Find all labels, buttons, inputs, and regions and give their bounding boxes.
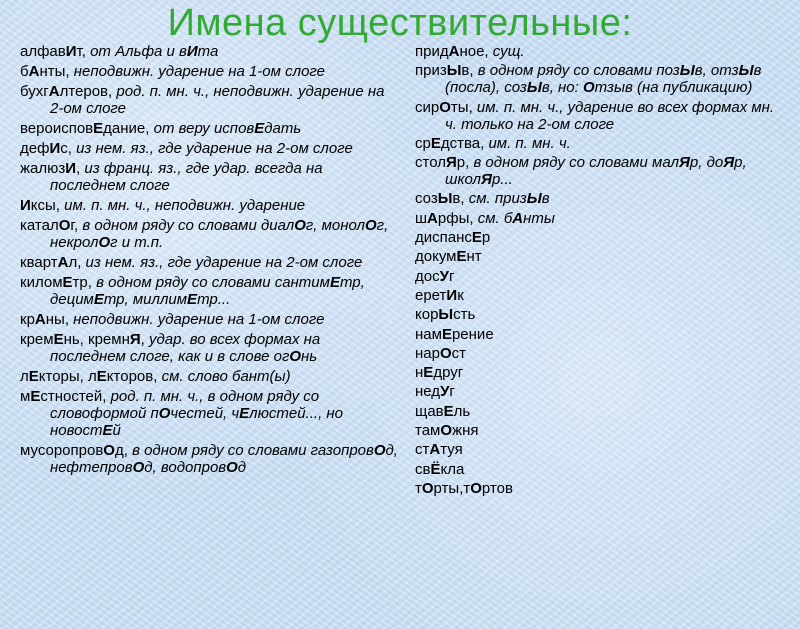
word-text: м [20,388,31,405]
stressed-letter: А [57,254,69,271]
entry-word [415,461,464,478]
comment-text: в одном ряду со словами мал [473,154,679,172]
word-text: соз [415,190,438,208]
entry-separator: , [484,43,493,60]
entry-word [415,364,463,381]
word-text: нт [466,248,482,266]
entry-separator: , [81,43,91,60]
word-text: диспанс [415,229,472,247]
comment-text: в одном ряду со словами диал [82,217,295,234]
stressed-letter: У [440,383,450,401]
stressed-letter: О [440,422,453,440]
entry-separator: , [102,388,111,405]
word-text: в [452,190,461,208]
entry-comment [469,190,550,207]
entry-separator: , [469,62,478,80]
comment-text: от веру испов [153,120,255,137]
word-text: кторов [106,368,154,385]
word-text: р [481,229,491,247]
word-text: кр [20,311,35,328]
word-entry [415,135,780,152]
entry-word [415,248,482,265]
entry-comment [488,135,570,152]
word-text: туя [440,441,463,459]
comment-text: из франц. яз., где удар. всегда на последнем слоге [50,160,323,194]
word-entry [20,388,398,439]
stressed-letter: Е [423,364,434,382]
stressed-letter: И [20,197,31,214]
word-text: кторы, л [38,368,97,385]
entry-word [415,210,469,227]
entry-word [20,442,124,459]
word-text: г [449,383,455,401]
entry-comment [445,154,747,188]
stressed-letter: А [28,63,40,80]
stressed-letter: Е [28,368,39,385]
comment-text: неподвижн. ударение на 1-ом слоге [73,311,325,328]
entry-word [415,43,484,60]
comment-text: в одном ряду со словами поз [477,62,680,80]
comment-text: из нем. яз., где ударение на 2-ом слоге [85,254,363,271]
word-text: ты [450,98,469,116]
entry-comment [154,120,302,137]
stressed-letter: Я [723,154,735,172]
entry-word [20,160,76,177]
word-text: г [448,267,455,285]
comment-text: сущ. [492,43,525,60]
comment-text: люстей..., но новост [50,405,344,439]
stressed-letter: О [289,348,302,365]
word-text: мусоропров [20,442,104,459]
comment-text: г, некрол [50,217,389,251]
entry-separator: , [65,63,74,80]
stressed-letter: О [226,459,238,476]
entry-separator: , [469,209,478,227]
left-word-list [20,43,398,479]
comment-text: тзыв (на публикацию) [594,79,753,97]
stressed-letter: Е [471,229,482,247]
word-text: л [20,368,29,385]
word-entry [20,140,398,157]
comment-text: р, до [689,154,724,172]
comment-text: из нем. яз., где ударение на 2-ом слоге [76,140,353,157]
stressed-letter: О [373,442,386,459]
entry-word [415,422,478,439]
entry-word [20,83,108,100]
comment-text: от Альфа и в [90,43,187,60]
stressed-letter: О [158,405,171,422]
word-entry [20,63,398,80]
entry-separator: , [480,134,489,152]
stressed-letter: О [470,479,482,497]
word-text: там [415,422,441,440]
word-entry [415,248,780,265]
entry-word [415,441,463,458]
word-text: жалюз [20,160,66,177]
comment-text: в одном ряду со словами газопров [132,442,374,459]
word-text: нар [415,344,440,362]
word-text: сть [453,306,476,324]
stressed-letter: И [65,43,77,60]
entry-separator: , [468,98,477,116]
stressed-letter: Ы [679,62,695,80]
entry-word [20,140,68,157]
stressed-letter: Ы [526,190,542,208]
entry-separator: , [140,331,149,348]
word-entry [415,383,780,400]
word-entry [415,345,780,362]
stressed-letter: Е [239,405,250,422]
word-text: стностей [40,388,103,405]
comment-text: нты [523,209,555,227]
word-entry [415,287,780,304]
word-text: л [68,254,78,271]
stressed-letter: Ы [738,62,754,80]
comment-text: р, школ [445,154,747,189]
entry-word [20,388,102,405]
comment-text: д [237,459,247,476]
entry-word [415,403,470,420]
entry-comment [64,197,305,214]
word-entry [415,43,780,60]
stressed-letter: О [98,234,111,251]
word-text: р [456,154,466,172]
word-text: докум [415,248,457,266]
entry-word [415,190,460,207]
word-entry [415,480,780,497]
entry-separator: , [77,254,86,271]
word-entry [20,217,398,251]
word-entry [20,368,398,385]
stressed-letter: И [446,286,458,304]
stressed-letter: О [439,344,452,362]
word-text: ст [415,441,430,459]
word-entry [20,274,398,308]
entry-comment [493,43,525,60]
word-text: ср [415,134,431,152]
stressed-letter: Е [443,402,454,420]
word-text: прид [415,43,449,60]
word-text: бухг [20,83,49,100]
word-entry [415,99,780,133]
comment-text: см. б [477,209,513,227]
comment-text: в, отз [694,62,739,80]
stressed-letter: О [421,479,434,497]
entry-word [415,306,475,323]
stressed-letter: И [65,160,77,177]
entry-word [20,63,65,80]
stressed-letter: О [294,217,306,234]
word-entry [20,120,398,137]
word-entry [415,403,780,420]
stressed-letter: О [582,79,595,97]
stressed-letter: И [186,43,198,60]
stressed-letter: А [34,311,46,328]
entry-comment [73,311,324,328]
word-text: килом [20,274,63,291]
comment-text: в (посла), соз [445,62,762,97]
word-entry [415,210,780,227]
word-text: алфав [20,43,66,60]
entry-word [20,331,141,348]
stressed-letter: Ы [437,190,453,208]
word-text: друг [433,364,464,382]
entry-separator: , [108,83,117,100]
word-entry [415,154,780,188]
comment-text: та [197,43,219,60]
comment-text: род. п. мн. ч., в одном ряду со словоформой п [50,388,320,422]
stressed-letter: А [512,209,524,227]
word-text: щав [415,402,444,420]
stressed-letter: Ы [438,306,454,324]
word-text: сир [415,98,440,116]
stressed-letter: А [429,441,441,459]
entry-comment [50,217,388,251]
stressed-letter: Е [187,291,198,308]
stressed-letter: Е [62,274,73,291]
word-entry [20,160,398,194]
stressed-letter: Е [254,120,265,137]
word-text: катал [20,217,59,234]
word-text: тр [72,274,88,291]
word-text: жня [452,422,479,440]
entry-comment [445,62,761,96]
entry-word [20,368,153,385]
comment-text: тр, миллим [103,291,188,308]
word-text: ксы [30,197,56,214]
word-text: кварт [20,254,58,271]
entry-separator: , [153,368,162,385]
word-text: ны [45,311,65,328]
word-text: деф [20,140,50,157]
entry-word [415,154,465,171]
stressed-letter: А [448,43,460,60]
word-text: ст [451,344,467,362]
comment-text: нь [301,348,318,365]
comment-text: р... [491,171,513,189]
comment-text: г и т.п. [110,234,164,251]
word-text: кла [440,460,465,478]
stressed-letter: Е [430,134,441,152]
stressed-letter: Я [481,171,492,189]
entry-word [20,217,74,234]
stressed-letter: Е [53,331,64,348]
word-entry [20,254,398,271]
word-text: б [20,63,29,80]
comment-text: дать [264,120,302,137]
word-text: приз [415,62,447,80]
comment-text: им. п. мн. ч., неподвижн. ударение [64,197,306,214]
stressed-letter: О [58,217,71,234]
stressed-letter: Я [129,331,141,348]
entry-word [415,62,469,79]
stressed-letter: Е [93,120,104,137]
page-title: Имена существительные: [167,2,633,44]
stressed-letter: Я [445,154,457,172]
right-word-list [415,43,780,499]
stressed-letter: Я [678,154,690,172]
word-entry [415,190,780,207]
word-text: т [76,43,82,60]
stressed-letter: А [427,209,438,227]
entry-comment [162,368,291,385]
word-entry [415,268,780,285]
entry-word [415,383,455,400]
word-text: нед [415,383,441,401]
entry-separator: , [460,190,469,208]
stressed-letter: Ё [430,460,441,478]
word-text: стол [415,154,446,172]
word-text: к [457,286,464,304]
entry-separator: , [64,311,74,328]
entry-separator: , [87,274,97,291]
entry-word [20,120,145,137]
comment-text: им. п. мн. ч., ударение во всех формах мн. ч. только на 2-ом слоге [445,98,775,133]
word-entry [20,331,398,365]
word-text: в [461,62,470,80]
word-text: т [415,479,422,497]
word-text: св [415,460,431,478]
entry-comment [50,274,365,308]
entry-separator: , [55,197,65,214]
comment-text: тр, децим [50,274,365,308]
stressed-letter: У [439,267,449,285]
word-text: нь, кремн [63,331,130,348]
stressed-letter: И [49,140,61,157]
word-entry [415,62,780,96]
comment-text: им. п. мн. ч. [488,134,571,152]
word-text: вероиспов [20,120,94,137]
word-text: н [415,364,424,382]
stressed-letter: Е [329,274,340,291]
comment-text: тр... [197,291,231,308]
entry-separator: , [74,217,83,234]
word-entry [415,326,780,343]
word-text: нам [415,325,442,343]
word-entry [20,442,398,476]
word-entry [415,441,780,458]
stressed-letter: О [132,459,145,476]
entry-separator: , [465,154,474,172]
stressed-letter: Е [102,422,113,439]
word-text: ртов [481,479,513,497]
entry-separator: , [67,140,77,157]
comment-text: род. п. мн. ч., неподвижн. ударение на 2-ом слоге [50,83,385,117]
entry-comment [86,254,363,271]
stressed-letter: О [439,98,451,116]
word-text: рение [451,325,494,343]
word-text: г [70,217,75,234]
comment-text: д, нефтепров [50,442,398,476]
entry-separator: , [123,442,133,459]
word-text: ное [459,43,485,60]
word-text: с [60,140,68,157]
word-text: крем [20,331,54,348]
stressed-letter: Ы [446,62,462,80]
comment-text: в одном ряду со словами сантим [96,274,330,291]
word-entry [20,197,398,214]
comment-text: удар. во всех формах на последнем слоге, как и в слове ог [50,331,321,365]
comment-text: см. слово бант(ы) [161,368,291,385]
stressed-letter: Е [96,368,107,385]
comment-text: см. приз [468,190,527,208]
entry-word [415,287,464,304]
comment-text: й [112,422,121,439]
word-text: ерет [415,286,447,304]
entry-word [415,135,480,152]
entry-word [20,311,65,328]
word-text: рфы [437,209,470,227]
entry-word [20,43,82,60]
entry-word [415,229,490,246]
stressed-letter: О [103,442,115,459]
comment-text: д, водопров [144,459,227,476]
word-entry [20,83,398,117]
comment-text: в, но: [541,79,583,97]
word-entry [415,306,780,323]
stressed-letter: Е [93,291,104,308]
comment-text: г, монол [305,217,365,234]
entry-word [20,274,88,291]
entry-separator: , [76,160,85,177]
word-text: рты,т [433,479,471,497]
stressed-letter: Е [30,388,41,405]
entry-separator: , [145,120,154,137]
word-text: ль [453,402,471,420]
word-text: д [114,442,124,459]
word-text: кор [415,306,439,324]
stressed-letter: Ы [526,79,542,97]
stressed-letter: О [365,217,377,234]
entry-word [415,345,466,362]
word-entry [415,229,780,246]
entry-comment [90,43,218,60]
word-entry [415,461,780,478]
stressed-letter: А [48,83,60,100]
comment-text: неподвижн. ударение на 1-ом слоге [73,63,325,80]
entry-word [20,197,56,214]
word-entry [20,311,398,328]
word-text: нты [39,63,66,80]
entry-comment [76,140,353,157]
entry-word [415,99,469,116]
word-text: дание [103,120,146,137]
entry-word [415,326,494,343]
word-text: ш [415,209,428,227]
entry-comment [445,99,774,133]
entry-word [20,254,77,271]
entry-comment [74,63,325,80]
word-entry [20,43,398,60]
word-text: дос [415,267,440,285]
entry-comment [478,210,555,227]
comment-text: в [541,190,550,208]
entry-word [415,268,454,285]
word-text: дства [440,134,481,152]
comment-text: честей, ч [170,405,240,422]
word-entry [415,364,780,381]
stressed-letter: Е [456,248,467,266]
stressed-letter: Е [441,325,452,343]
entry-comment [50,160,323,194]
word-text: лтеров [59,83,109,100]
entry-word [415,480,513,497]
word-entry [415,422,780,439]
